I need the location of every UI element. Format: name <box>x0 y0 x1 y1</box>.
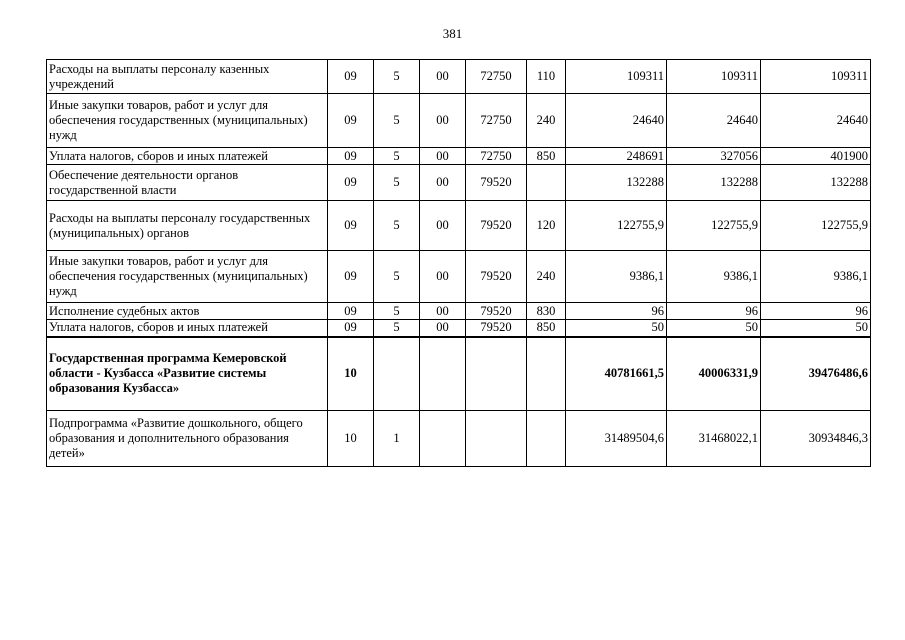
direction-code-cell: 72750 <box>466 60 527 94</box>
subprogram-code-cell: 00 <box>420 165 466 201</box>
program-code-cell <box>374 337 420 411</box>
amount-year3-cell: 132288 <box>761 165 871 201</box>
amount-year2-cell: 24640 <box>667 94 761 148</box>
table-row <box>47 60 871 94</box>
section-code-cell: 09 <box>328 60 374 94</box>
direction-code-cell: 79520 <box>466 165 527 201</box>
section-code-cell: 09 <box>328 201 374 251</box>
program-code-cell: 5 <box>374 60 420 94</box>
amount-year2-cell: 122755,9 <box>667 201 761 251</box>
row-name-cell: Иные закупки товаров, работ и услуг для обеспечения государственных (муниципальных) нужд <box>47 94 328 148</box>
expense-type-cell: 110 <box>527 60 566 94</box>
amount-year1-cell: 109311 <box>566 60 667 94</box>
row-name-cell: Государственная программа Кемеровской области - Кузбасса «Развитие системы образования Кузбасса» <box>47 337 328 411</box>
amount-year2-cell: 50 <box>667 320 761 337</box>
direction-code-cell: 79520 <box>466 251 527 303</box>
direction-code-cell: 79520 <box>466 320 527 337</box>
expense-type-cell: 240 <box>527 94 566 148</box>
subprogram-code-cell <box>420 411 466 467</box>
amount-year3-cell: 401900 <box>761 148 871 165</box>
budget-table <box>46 59 871 467</box>
section-code-cell: 09 <box>328 320 374 337</box>
row-name-cell: Иные закупки товаров, работ и услуг для обеспечения государственных (муниципальных) нужд <box>47 251 328 303</box>
row-name-cell: Исполнение судебных актов <box>47 303 328 320</box>
program-code-cell: 5 <box>374 320 420 337</box>
expense-type-cell: 240 <box>527 251 566 303</box>
amount-year1-cell: 122755,9 <box>566 201 667 251</box>
direction-code-cell <box>466 337 527 411</box>
section-code-cell: 09 <box>328 94 374 148</box>
program-code-cell: 5 <box>374 148 420 165</box>
row-name-cell: Расходы на выплаты персоналу государственных (муниципальных) органов <box>47 201 328 251</box>
program-code-cell: 5 <box>374 251 420 303</box>
program-code-cell: 5 <box>374 201 420 251</box>
table-row <box>47 94 871 148</box>
table-row <box>47 148 871 165</box>
table-row <box>47 320 871 337</box>
amount-year1-cell: 132288 <box>566 165 667 201</box>
section-code-cell: 09 <box>328 251 374 303</box>
direction-code-cell: 72750 <box>466 148 527 165</box>
amount-year2-cell: 31468022,1 <box>667 411 761 467</box>
amount-year1-cell: 24640 <box>566 94 667 148</box>
amount-year2-cell: 40006331,9 <box>667 337 761 411</box>
amount-year2-cell: 109311 <box>667 60 761 94</box>
amount-year3-cell: 109311 <box>761 60 871 94</box>
expense-type-cell: 830 <box>527 303 566 320</box>
expense-type-cell <box>527 165 566 201</box>
subprogram-code-cell: 00 <box>420 94 466 148</box>
row-name-cell: Расходы на выплаты персоналу казенных учреждений <box>47 60 328 94</box>
table-row <box>47 303 871 320</box>
amount-year1-cell: 96 <box>566 303 667 320</box>
row-name-cell: Уплата налогов, сборов и иных платежей <box>47 148 328 165</box>
amount-year3-cell: 24640 <box>761 94 871 148</box>
subprogram-code-cell: 00 <box>420 148 466 165</box>
amount-year1-cell: 248691 <box>566 148 667 165</box>
program-code-cell: 5 <box>374 303 420 320</box>
program-code-cell: 5 <box>374 165 420 201</box>
table-row <box>47 337 871 411</box>
amount-year3-cell: 122755,9 <box>761 201 871 251</box>
amount-year1-cell: 9386,1 <box>566 251 667 303</box>
row-name-cell: Уплата налогов, сборов и иных платежей <box>47 320 328 337</box>
amount-year3-cell: 50 <box>761 320 871 337</box>
direction-code-cell <box>466 411 527 467</box>
amount-year2-cell: 96 <box>667 303 761 320</box>
amount-year2-cell: 9386,1 <box>667 251 761 303</box>
section-code-cell: 09 <box>328 148 374 165</box>
section-code-cell: 10 <box>328 411 374 467</box>
amount-year3-cell: 30934846,3 <box>761 411 871 467</box>
row-name-cell: Подпрограмма «Развитие дошкольного, общего образования и дополнительного образования детей» <box>47 411 328 467</box>
row-name-cell: Обеспечение деятельности органов государственной власти <box>47 165 328 201</box>
subprogram-code-cell: 00 <box>420 303 466 320</box>
amount-year3-cell: 39476486,6 <box>761 337 871 411</box>
expense-type-cell <box>527 337 566 411</box>
page-number: 381 <box>442 26 463 41</box>
direction-code-cell: 72750 <box>466 94 527 148</box>
section-code-cell: 10 <box>328 337 374 411</box>
expense-type-cell: 850 <box>527 148 566 165</box>
amount-year1-cell: 31489504,6 <box>566 411 667 467</box>
subprogram-code-cell: 00 <box>420 60 466 94</box>
expense-type-cell <box>527 411 566 467</box>
direction-code-cell: 79520 <box>466 201 527 251</box>
amount-year3-cell: 96 <box>761 303 871 320</box>
direction-code-cell: 79520 <box>466 303 527 320</box>
amount-year1-cell: 50 <box>566 320 667 337</box>
subprogram-code-cell: 00 <box>420 251 466 303</box>
subprogram-code-cell: 00 <box>420 201 466 251</box>
table-row <box>47 251 871 303</box>
section-code-cell: 09 <box>328 165 374 201</box>
amount-year1-cell: 40781661,5 <box>566 337 667 411</box>
table-row <box>47 201 871 251</box>
subprogram-code-cell <box>420 337 466 411</box>
program-code-cell: 5 <box>374 94 420 148</box>
table-row <box>47 411 871 467</box>
amount-year2-cell: 132288 <box>667 165 761 201</box>
amount-year3-cell: 9386,1 <box>761 251 871 303</box>
subprogram-code-cell: 00 <box>420 320 466 337</box>
expense-type-cell: 120 <box>527 201 566 251</box>
program-code-cell: 1 <box>374 411 420 467</box>
expense-type-cell: 850 <box>527 320 566 337</box>
amount-year2-cell: 327056 <box>667 148 761 165</box>
section-code-cell: 09 <box>328 303 374 320</box>
table-row <box>47 165 871 201</box>
